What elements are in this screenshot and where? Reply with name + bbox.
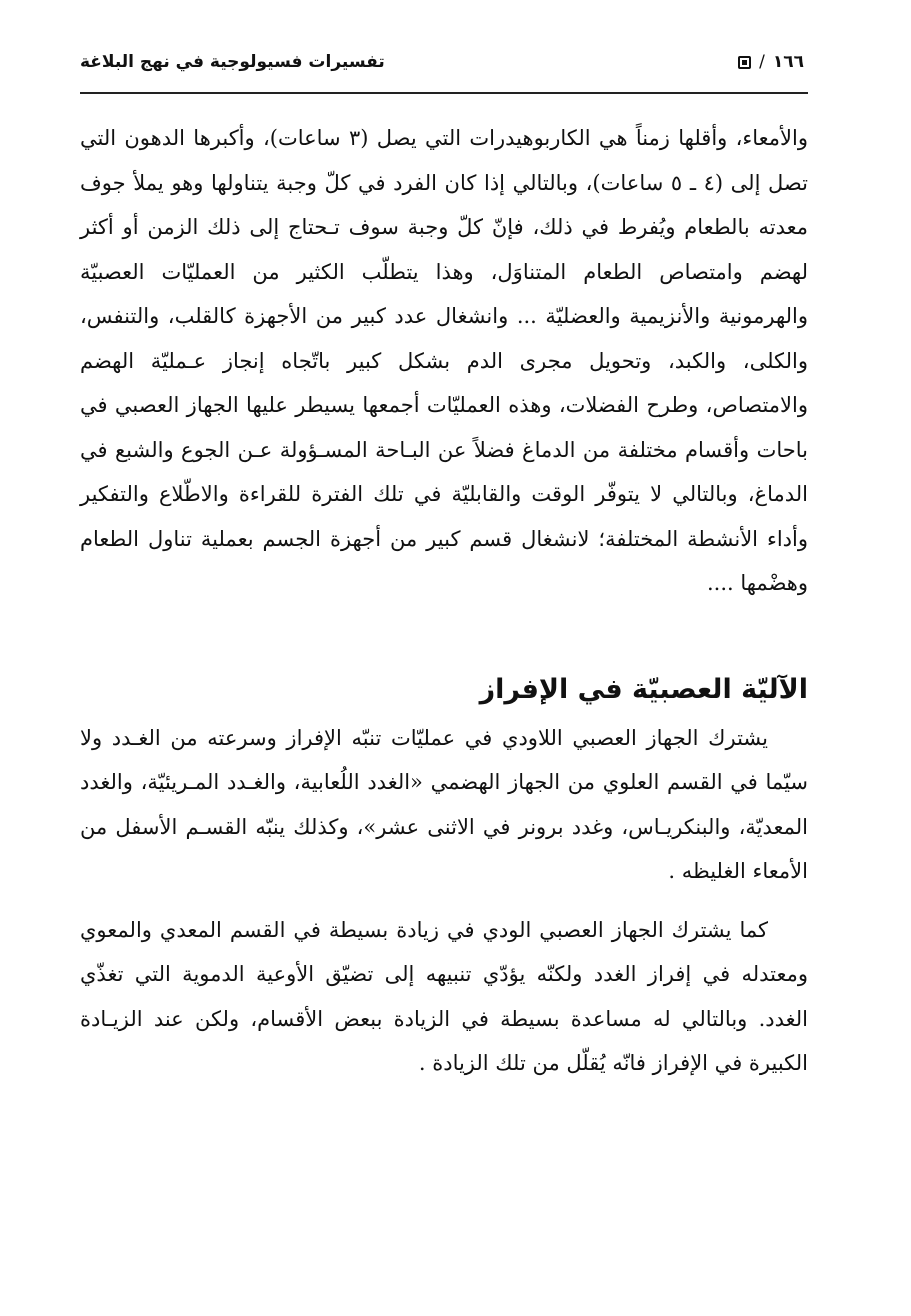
paragraph-digestion-time: والأمعاء، وأقلها زمناً هي الكاربوهيدرات التي يصل (٣ ساعات)، وأكبرها الدهون التي تصل إلى (٤ ـ ٥ ساعات)، وبالتالي إذا كان الفرد في كلّ وجبة يتناولها وهو يملأ جوف معدته بالطعام ويُفرط في ذلك، فإنّ كلّ وجبة سوف تـحتاج إلى ذلك الزمن أو أكثر لهضم وامتصاص الطعام المتناوَل، وهذا يتطلّب الكثير من العمليّات العصبيّة والهرمونية والأنزيمية والعضليّة ... وانشغال عدد كبير من الأجهزة كالقلب، والتنفس، والكلى، والكبد، وتحويل مجرى الدم بشكل كبير باتّجاه إنجاز عـمليّة الهضم والامتصاص، وطرح الفضلات، وهذه العمليّات أجمعها يسيطر عليها الجهاز العصبي في باحات وأقسام مختلفة من الدماغ فضلاً عن البـاحة المسـؤولة عـن الجوع والشبع في الدماغ، وبالتالي لا يتوفّر الوقت والقابليّة في تلك الفترة للقراءة والاطّلاع والتفكير وأداء الأنشطة المختلفة؛ لانشغال قسم كبير من أجهزة الجسم بعملية تناول الطعام وهضْمها .... — [80, 126, 808, 595]
paragraph-parasympathetic: يشترك الجهاز العصبي اللاودي في عمليّات تنبّه الإفراز وسرعته من الغـدد ولا سيّما في القسم العلوي من الجهاز الهضمي «الغدد اللُعابية، والغـدد المـريئيّة، والغدد المعديّة، والبنكريـاس، وغدد برونر في الاثنى عشر»، وكذلك ينبّه القسـم الأسفل من الأمعاء الغليظه . — [80, 725, 808, 883]
page-number: ١٦٦ — [772, 52, 804, 72]
paragraph-sympathetic: كما يشترك الجهاز العصبي الودي في زيادة بسيطة في القسم المعدي والمعوي ومعتدله في إفراز الغدد ولكنّه يؤدّي تنبيهه إلى تضيّق الأوعية الدموية التي تغذّي الغدد. وبالتالي له مساعدة بسيطة في الزيادة ببعض الأقسام، ولكن عند الزيـادة الكبيرة في الإفراز فانّه يُقلّل من تلك الزيادة . — [80, 917, 808, 1075]
square-bullet-icon — [738, 56, 751, 69]
running-header — [80, 40, 808, 94]
section-heading: الآليّة العصبيّة في الإفراز — [479, 673, 808, 705]
page-number-group — [738, 52, 804, 72]
header-separator: / — [759, 52, 765, 72]
book-page — [80, 40, 808, 1086]
book-title: تفسيرات فسيولوجية في نهج البلاغة — [80, 52, 385, 72]
